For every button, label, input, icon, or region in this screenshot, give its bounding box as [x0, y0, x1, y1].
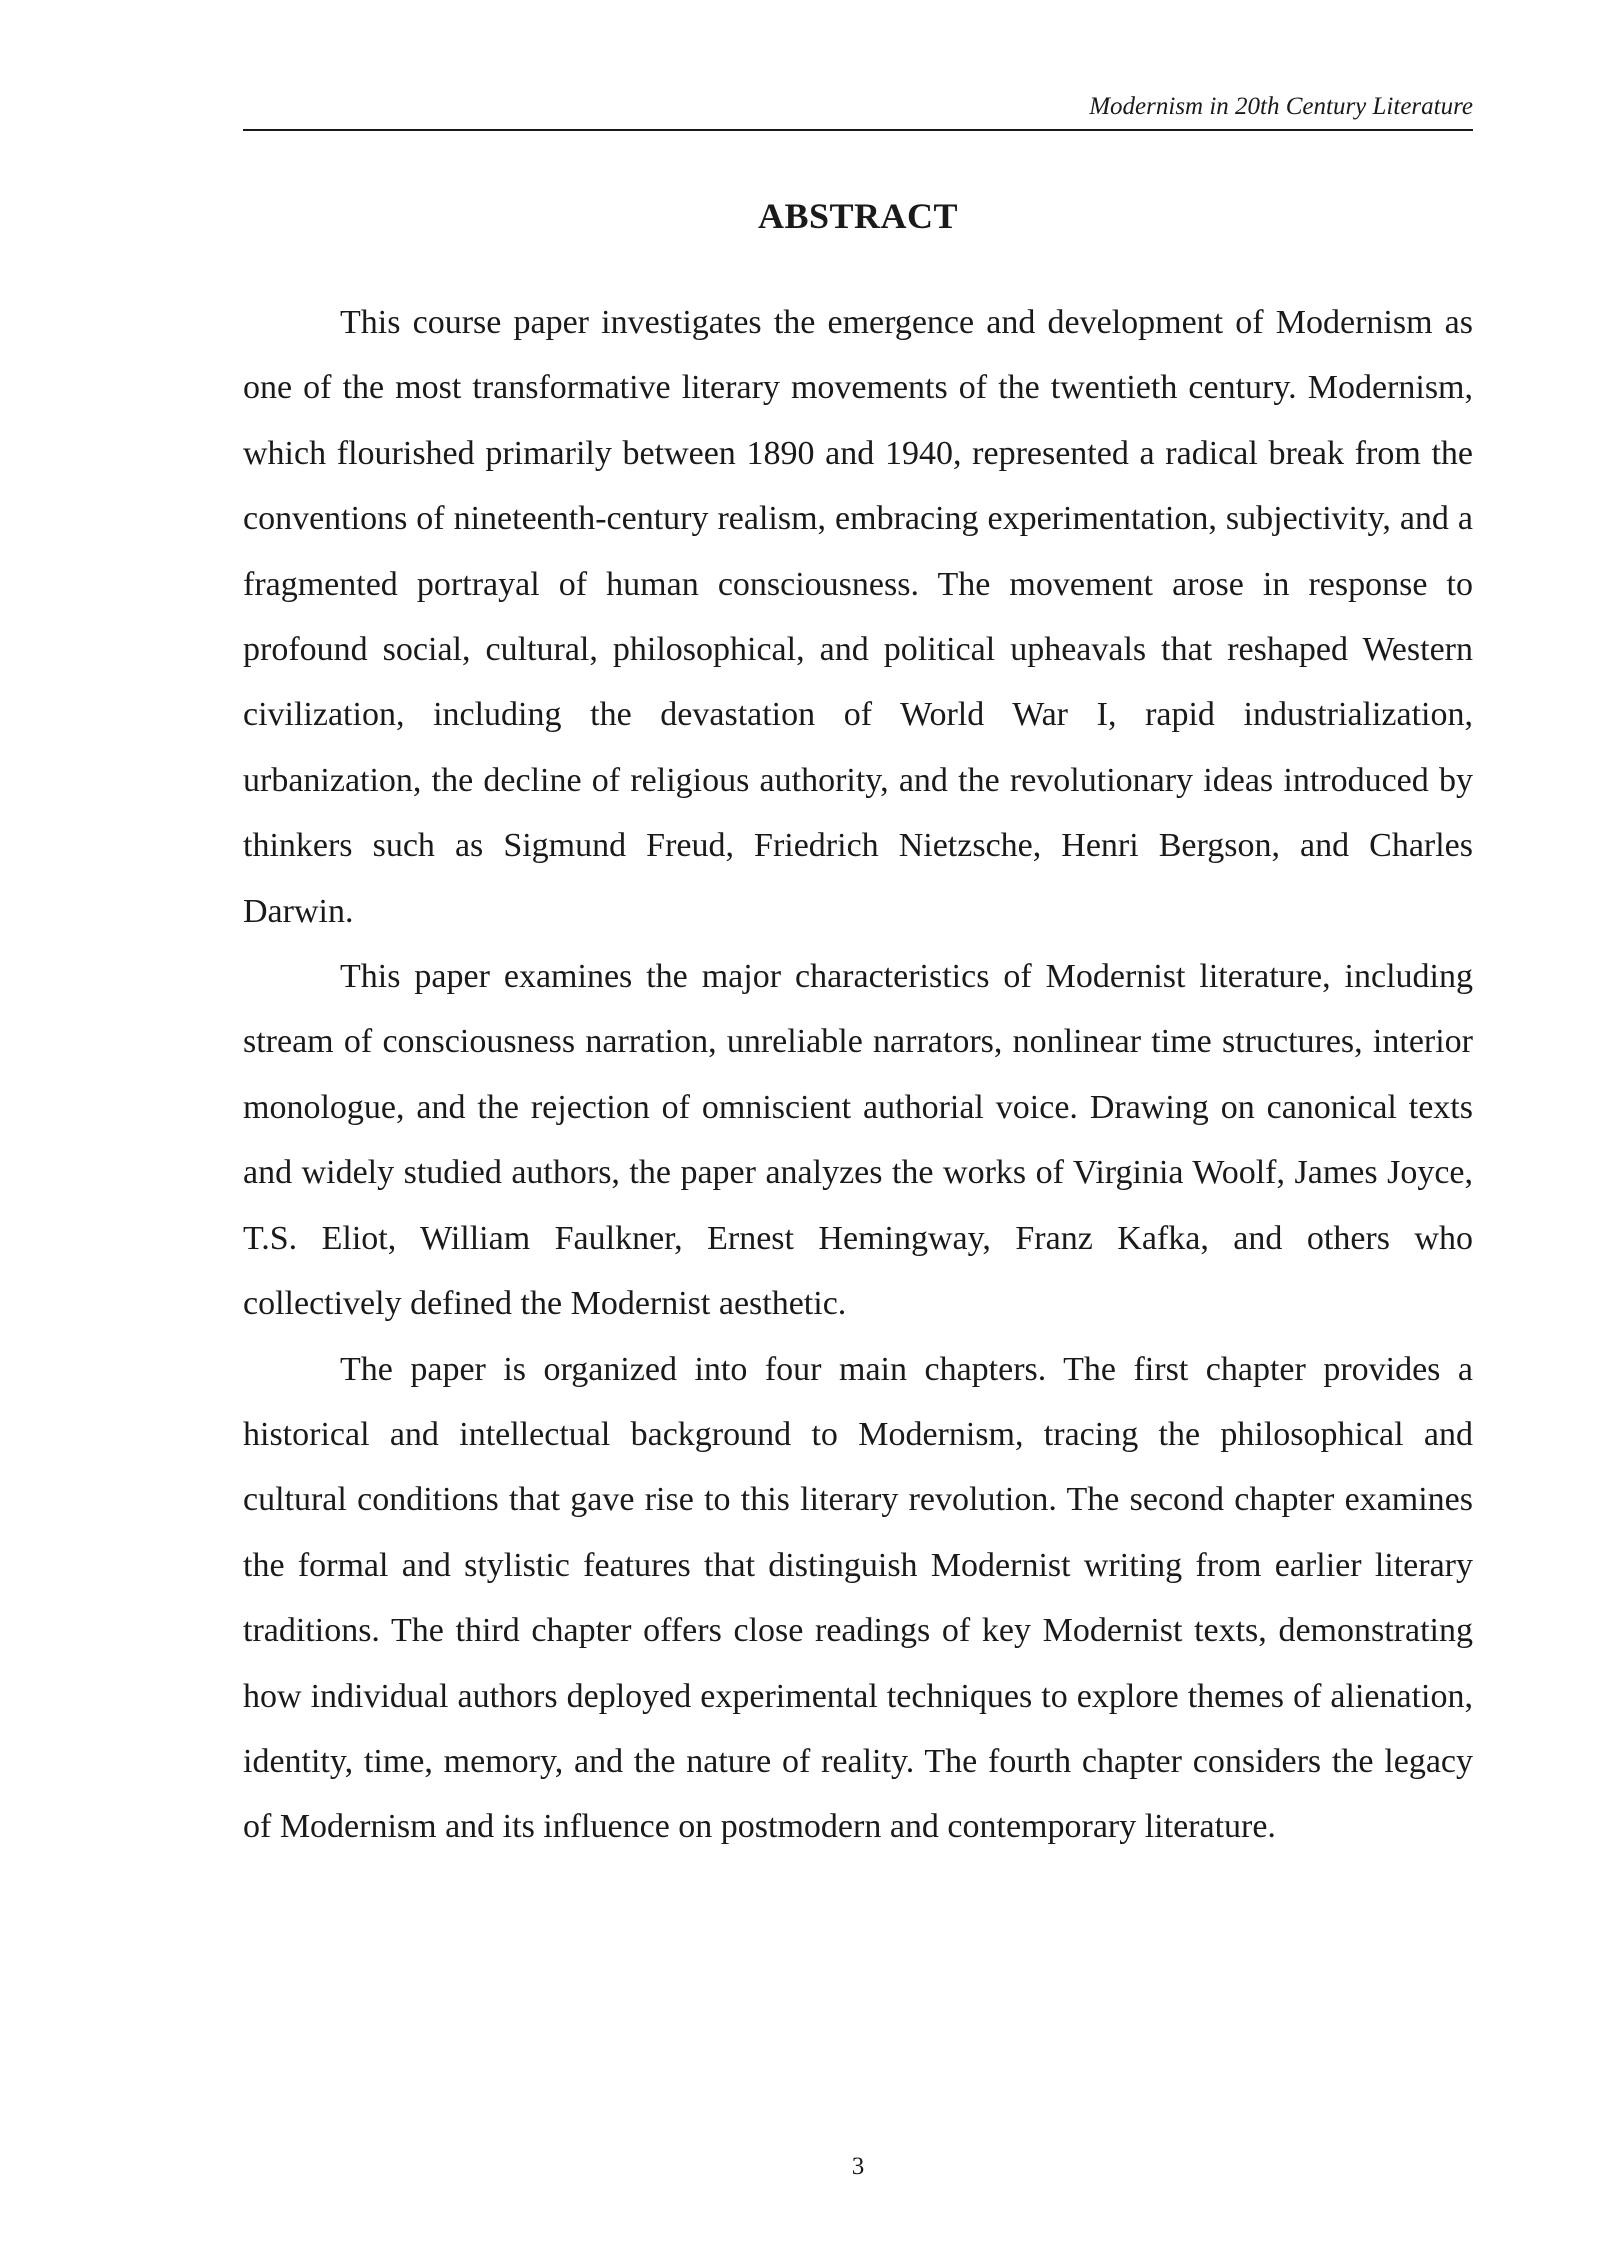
abstract-paragraph-3: The paper is organized into four main chapters. The first chapter provides a historical and intellectual background to Modernism, tracing the philosophical and cultural conditions that gave rise to this literary revolution. The second chapter examines the formal and stylistic features that distinguish Modernist writing from earlier literary traditions. The third chapter offers close readings of key Modernist texts, demonstrating how individual authors deployed experimental techniques to explore themes of alienation, identity, time, memory, and the nature of reality. The fourth chapter considers the legacy of Modernism and its influence on postmodern and contemporary literature.	[243, 1350, 1473, 1846]
abstract-paragraph-1: This course paper investigates the emergence and development of Modernism as one of the most transformative literary movements of the twentieth century. Modernism, which flourished primarily between 1890 and 1940, represented a radical break from the conventions of nineteenth-century realism, embracing experimentation, subjectivity, and a fragmented portrayal of human consciousness. The movement arose in response to profound social, cultural, philosophical, and political upheavals that reshaped Western civilization, including the devastation of World War I, rapid industrialization, urbanization, the decline of religious authority, and the revolutionary ideas introduced by thinkers such as Sigmund Freud, Friedrich Nietzsche, Henri Bergson, and Charles Darwin.	[243, 304, 1473, 930]
page-number: 3	[851, 2153, 865, 2180]
running-header: Modernism in 20th Century Literature	[1089, 93, 1473, 120]
header-rule	[243, 129, 1473, 131]
abstract-paragraph-2: This paper examines the major characteristics of Modernist literature, including stream of consciousness narration, unreliable narrators, nonlinear time structures, interior monologue, and the rejection of omniscient authorial voice. Drawing on canonical texts and widely studied authors, the paper analyzes the works of Virginia Woolf, James Joyce, T.S. Eliot, William Faulkner, Ernest Hemingway, Franz Kafka, and others who collectively defined the Modernist aesthetic.	[243, 958, 1473, 1323]
abstract-heading: ABSTRACT	[757, 196, 959, 236]
abstract-body	[243, 290, 1473, 1860]
